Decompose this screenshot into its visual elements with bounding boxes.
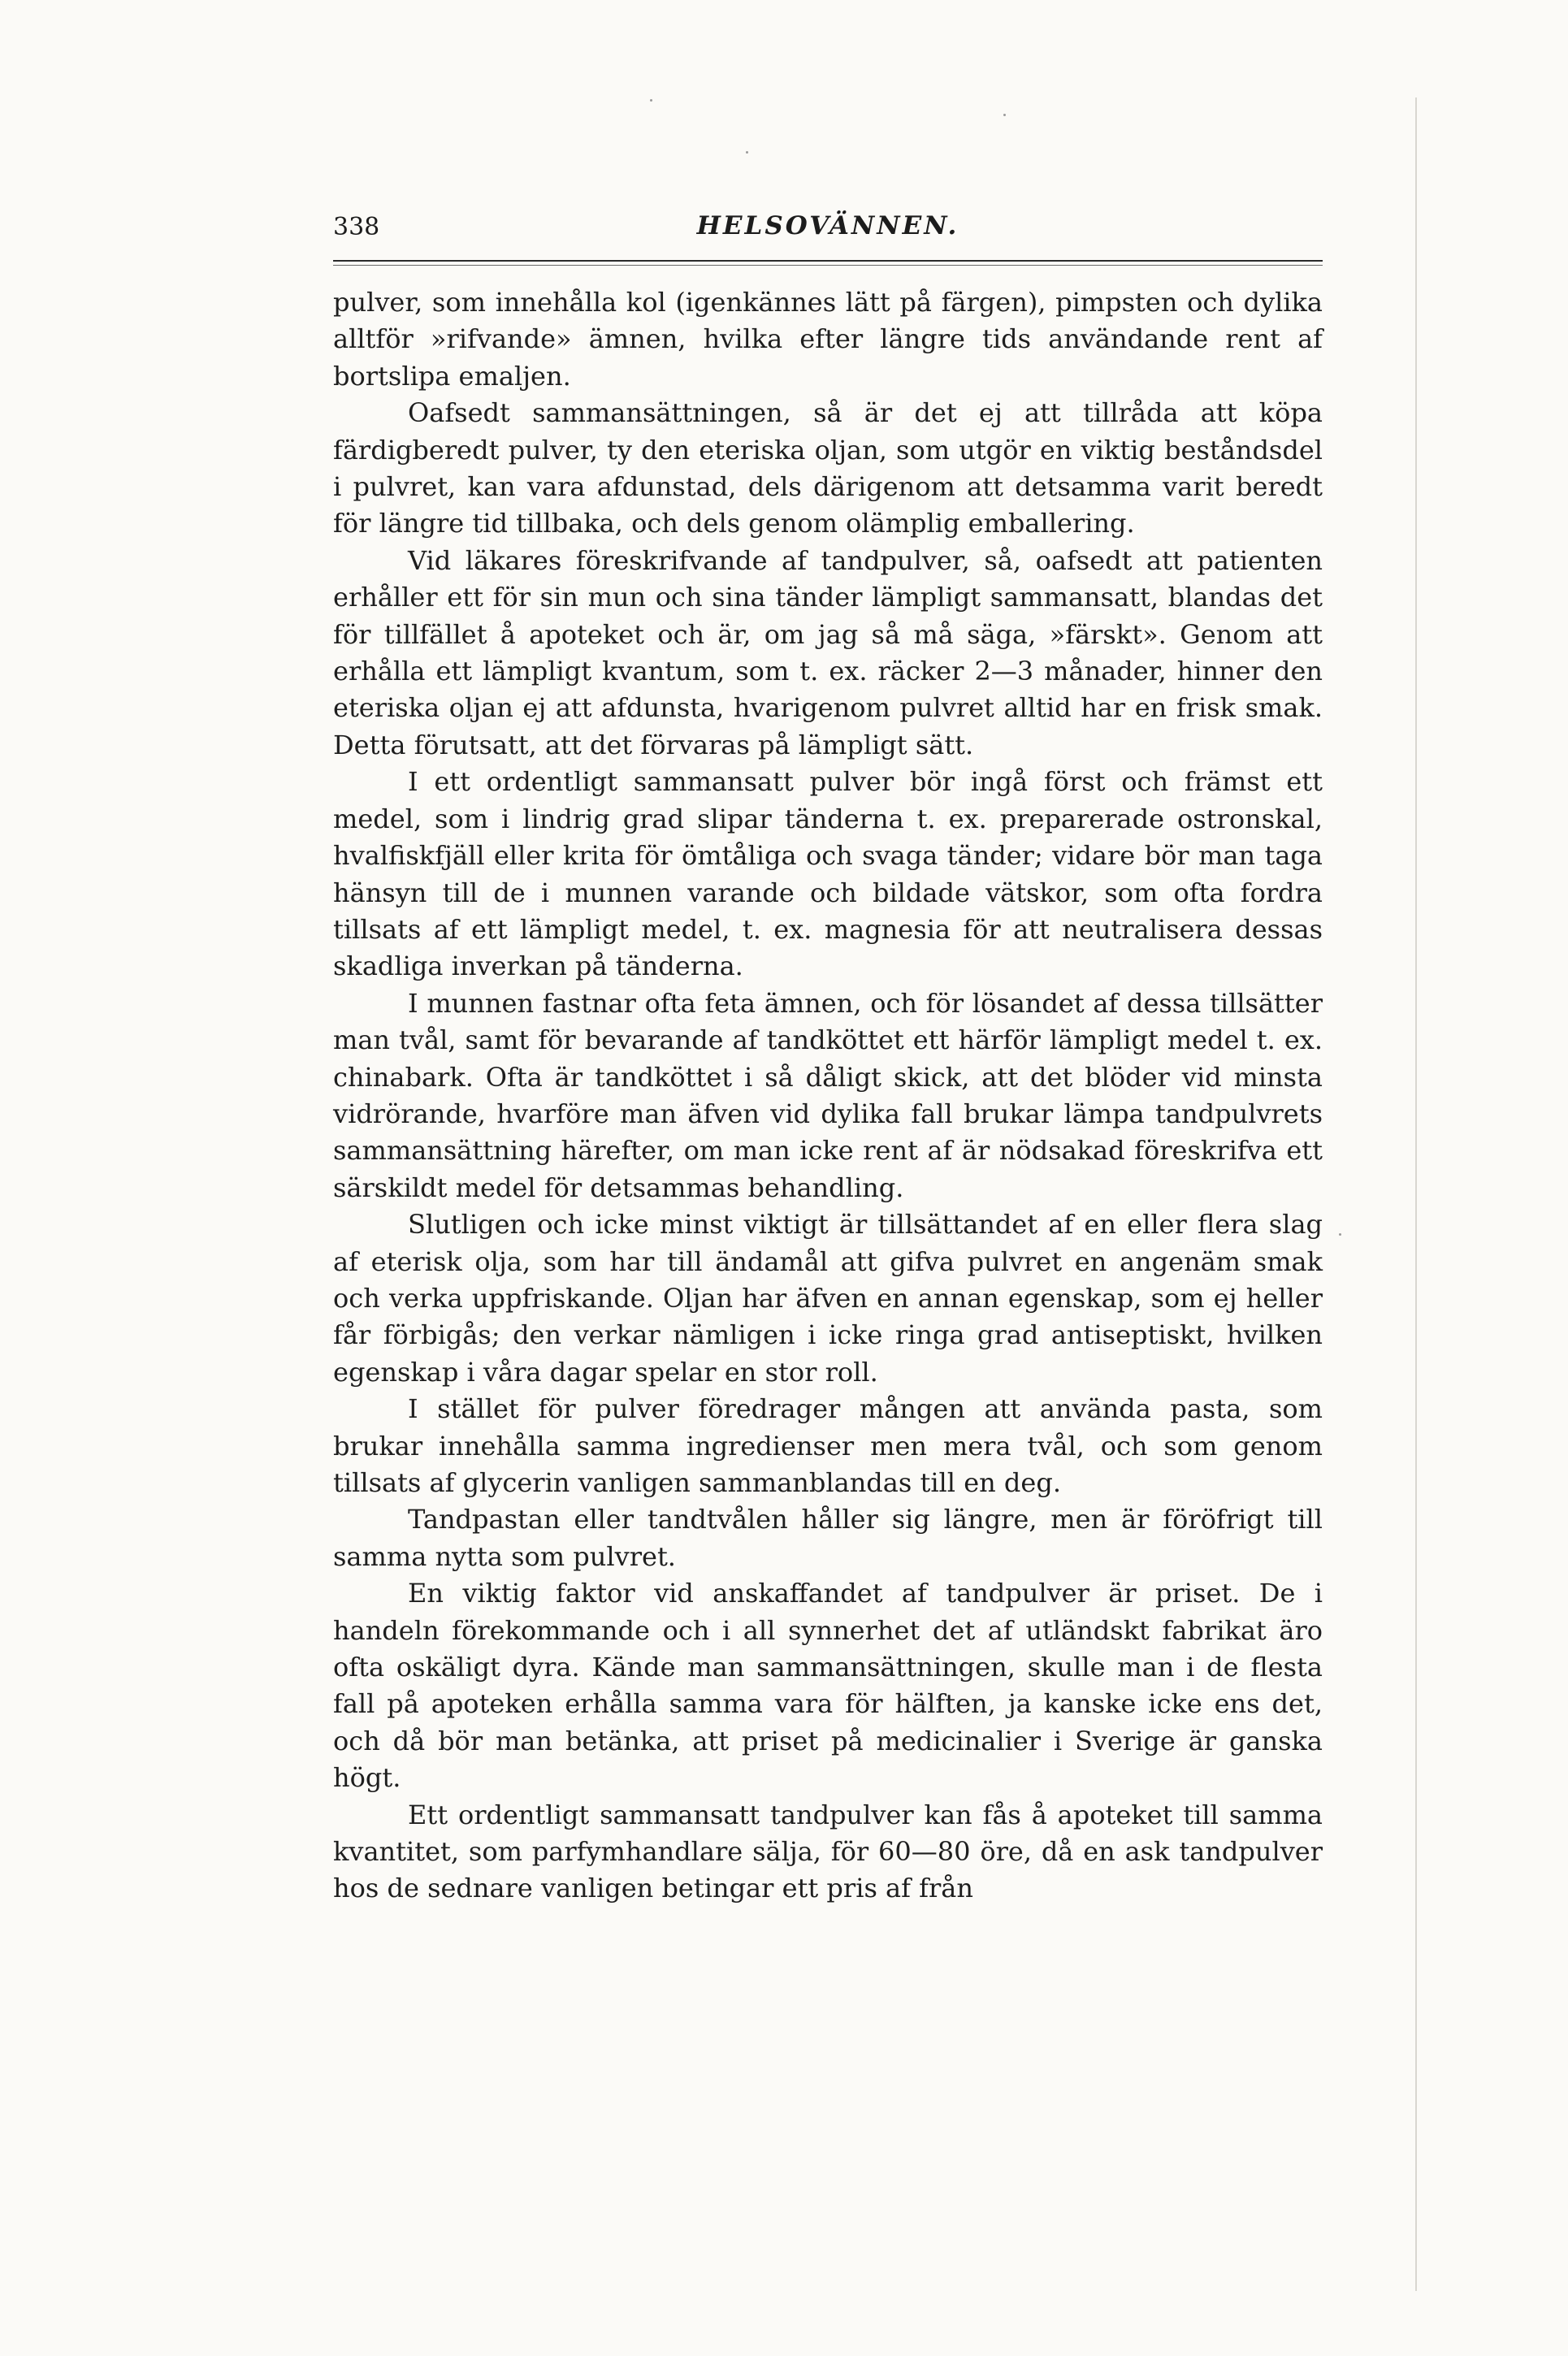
paragraph: En viktig faktor vid anskaffandet af tandpulver är priset. De i handeln förekommande och i all synnerhet det af utländskt fabrikat äro ofta oskäligt dyra. Kände man sammansättningen, skulle man i de flesta fall på apoteken erhålla samma vara för hälften, ja kanske icke ens det, och då bör man betänka, att priset på medicinalier i Sverige är ganska högt. xyxy=(333,1578,1323,1794)
paper-speck xyxy=(650,99,652,102)
page-number: 338 xyxy=(333,213,380,241)
paragraph: Tandpastan eller tandtvålen håller sig längre, men är föröfrigt till samma nytta som pulvret. xyxy=(333,1504,1323,1572)
paragraph: Slutligen och icke minst viktigt är tillsättandet af en eller flera slag af eterisk olja, som har till ändamål att gifva pulvret en angenäm smak och verka uppfriskande. Oljan har äfven en annan egenskap, som ej heller får förbigås; den verkar nämligen i icke ringa grad antiseptiskt, hvilken egenskap i våra dagar spelar en stor roll. xyxy=(333,1209,1323,1388)
page-header xyxy=(333,210,1323,258)
paragraph: pulver, som innehålla kol (igenkännes lätt på färgen), pimpsten och dylika alltför »rifvande» ämnen, hvilka efter längre tids användande rent af bortslipa emaljen. xyxy=(333,287,1323,392)
paragraph: Oafsedt sammansättningen, så är det ej att tillråda att köpa färdigberedt pulver, ty den eteriska oljan, som utgör en viktig beståndsdel i pulvret, kan vara afdunstad, dels därigenom att detsamma varit beredt för längre tid tillbaka, och dels genom olämplig emballering. xyxy=(333,397,1323,539)
paragraph: I stället för pulver föredrager mången att använda pasta, som brukar innehålla samma ingredienser men mera tvål, och som genom tillsats af glycerin vanligen sammanblandas till en deg. xyxy=(333,1393,1323,1498)
paper-speck xyxy=(746,151,748,154)
body-text xyxy=(333,284,1323,1908)
page-edge-shadow xyxy=(1415,97,1417,2291)
header-rule xyxy=(333,260,1323,262)
running-head: HELSOVÄNNEN. xyxy=(696,211,959,240)
header-rule-thin xyxy=(333,265,1323,266)
paragraph: Ett ordentligt sammansatt tandpulver kan fås å apoteket till samma kvantitet, som parfymhandlare sälja, för 60—80 öre, då en ask tandpulver hos de sednare vanligen betingar ett pris af från xyxy=(333,1799,1323,1904)
paragraph: I munnen fastnar ofta feta ämnen, och för lösandet af dessa tillsätter man tvål, samt för bevarande af tandköttet ett härför lämpligt medel t. ex. chinabark. Ofta är tandköttet i så dåligt skick, att det blöder vid minsta vidrörande, hvarföre man äfven vid dylika fall brukar lämpa tandpulvrets sammansättning härefter, om man icke rent af är nödsakad föreskrifva ett särskildt medel för detsammas behandling. xyxy=(333,987,1323,1203)
paper-speck xyxy=(1003,114,1006,116)
paper-speck xyxy=(1339,1233,1341,1236)
paragraph: Vid läkares föreskrifvande af tandpulver, så, oafsedt att patienten erhåller ett för sin mun och sina tänder lämpligt sammansatt, blandas det för tillfället å apoteket och är, om jag så må säga, »färskt». Genom att erhålla ett lämpligt kvantum, som t. ex. räcker 2—3 månader, hinner den eteriska oljan ej att afdunsta, hvarigenom pulvret alltid har en frisk smak. Detta förutsatt, att det förvaras på lämpligt sätt. xyxy=(333,544,1323,760)
paragraph: I ett ordentligt sammansatt pulver bör ingå först och främst ett medel, som i lindrig grad slipar tänderna t. ex. preparerade ostronskal, hvalfiskfjäll eller krita för ömtåliga och svaga tänder; vidare bör man taga hänsyn till de i munnen varande och bildade vätskor, som ofta fordra tillsats af ett lämpligt medel, t. ex. magnesia för att neutralisera dessas skadliga inverkan på tänderna. xyxy=(333,766,1323,982)
